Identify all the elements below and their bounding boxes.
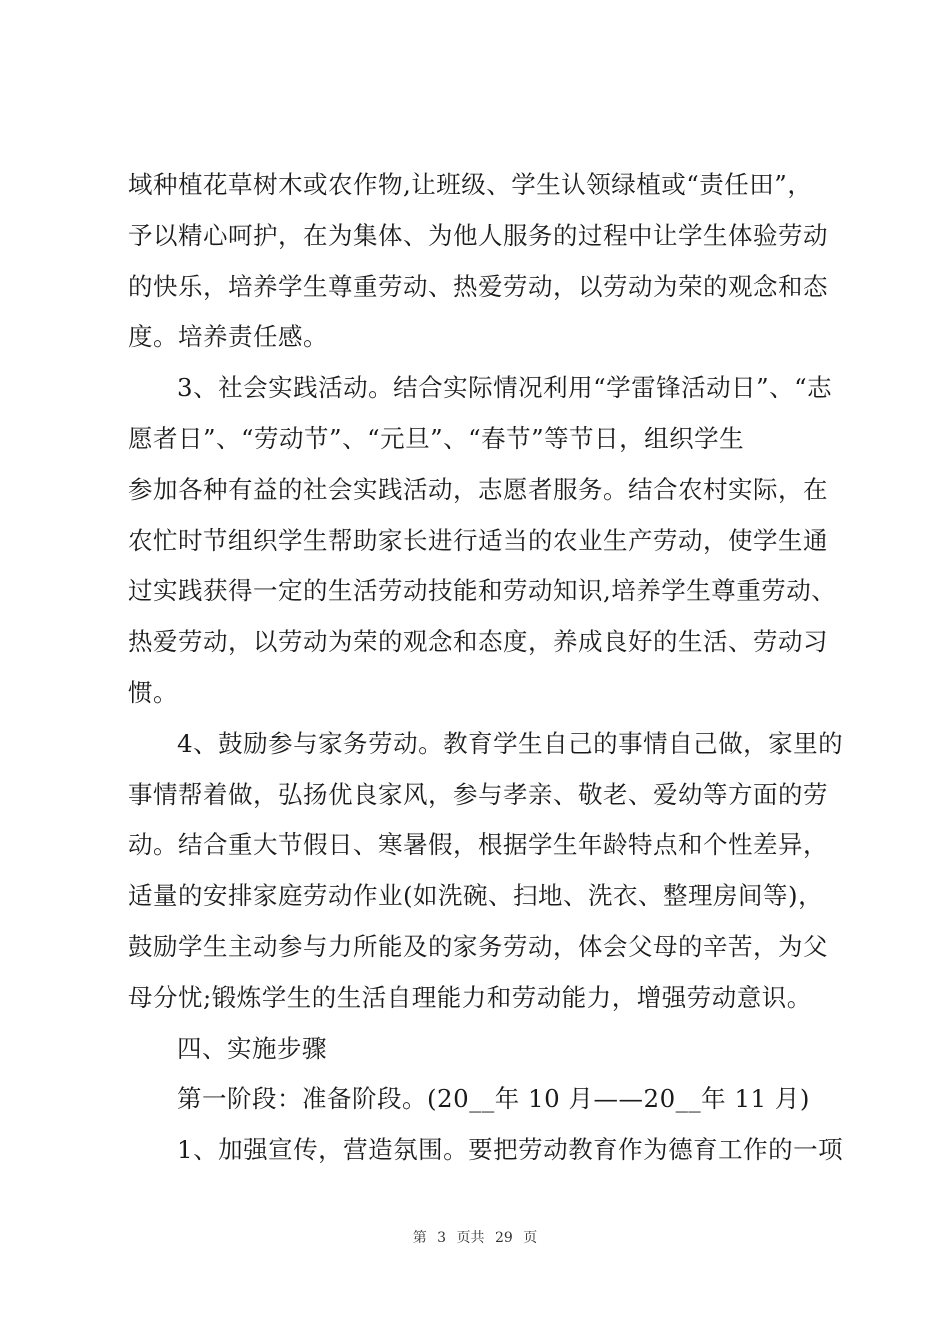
document-body <box>128 160 848 1176</box>
text-line: 域种植花草树木或农作物,让班级、学生认领绿植或“责任田”， <box>128 170 813 199</box>
text-line: 鼓励学生主动参与力所能及的家务劳动，体会父母的辛苦，为父 <box>128 931 828 961</box>
text-line: 4、鼓励参与家务劳动。教育学生自己的事情自己做，家里的 <box>177 728 844 758</box>
text-line: 农忙时节组织学生帮助家长进行适当的农业生产劳动，使学生通 <box>128 525 828 555</box>
text-line: 母分忧;锻炼学生的生活自理能力和劳动能力，增强劳动意识。 <box>128 982 812 1012</box>
text-line: 1、加强宣传，营造氛围。要把劳动教育作为德育工作的一项 <box>177 1135 844 1165</box>
text-line: 愿者日”、“劳动节”、“元旦”、“春节”等节日，组织学生 <box>128 423 745 453</box>
text-line: 惯。 <box>128 677 178 707</box>
text-line: 动。结合重大节假日、寒暑假，根据学生年龄特点和个性差异， <box>128 830 828 860</box>
text-line: 事情帮着做，弘扬优良家风，参与孝亲、敬老、爱幼等方面的劳 <box>128 779 828 809</box>
text-line: 第一阶段：准备阶段。(20__年 10 月——20__年 11 月) <box>177 1084 810 1114</box>
page-footer: 第 3 页共 29 页 <box>412 1230 538 1246</box>
text-line: 过实践获得一定的生活劳动技能和劳动知识,培养学生尊重劳动、 <box>128 576 837 606</box>
text-line: 适量的安排家庭劳动作业(如洗碗、扫地、洗衣、整理房间等)， <box>128 881 824 911</box>
text-line: 予以精心呵护，在为集体、为他人服务的过程中让学生体验劳动 <box>128 220 828 250</box>
text-line: 度。培养责任感。 <box>128 322 328 352</box>
text-line: 热爱劳动，以劳动为荣的观念和态度，养成良好的生活、劳动习 <box>128 627 828 657</box>
text-line: 四、实施步骤 <box>177 1033 327 1063</box>
text-line: 的快乐，培养学生尊重劳动、热爱劳动，以劳动为荣的观念和态 <box>128 271 828 301</box>
text-line: 3、社会实践活动。结合实际情况利用“学雷锋活动日”、“志 <box>177 373 833 403</box>
text-line: 参加各种有益的社会实践活动，志愿者服务。结合农村实际，在 <box>128 474 828 504</box>
